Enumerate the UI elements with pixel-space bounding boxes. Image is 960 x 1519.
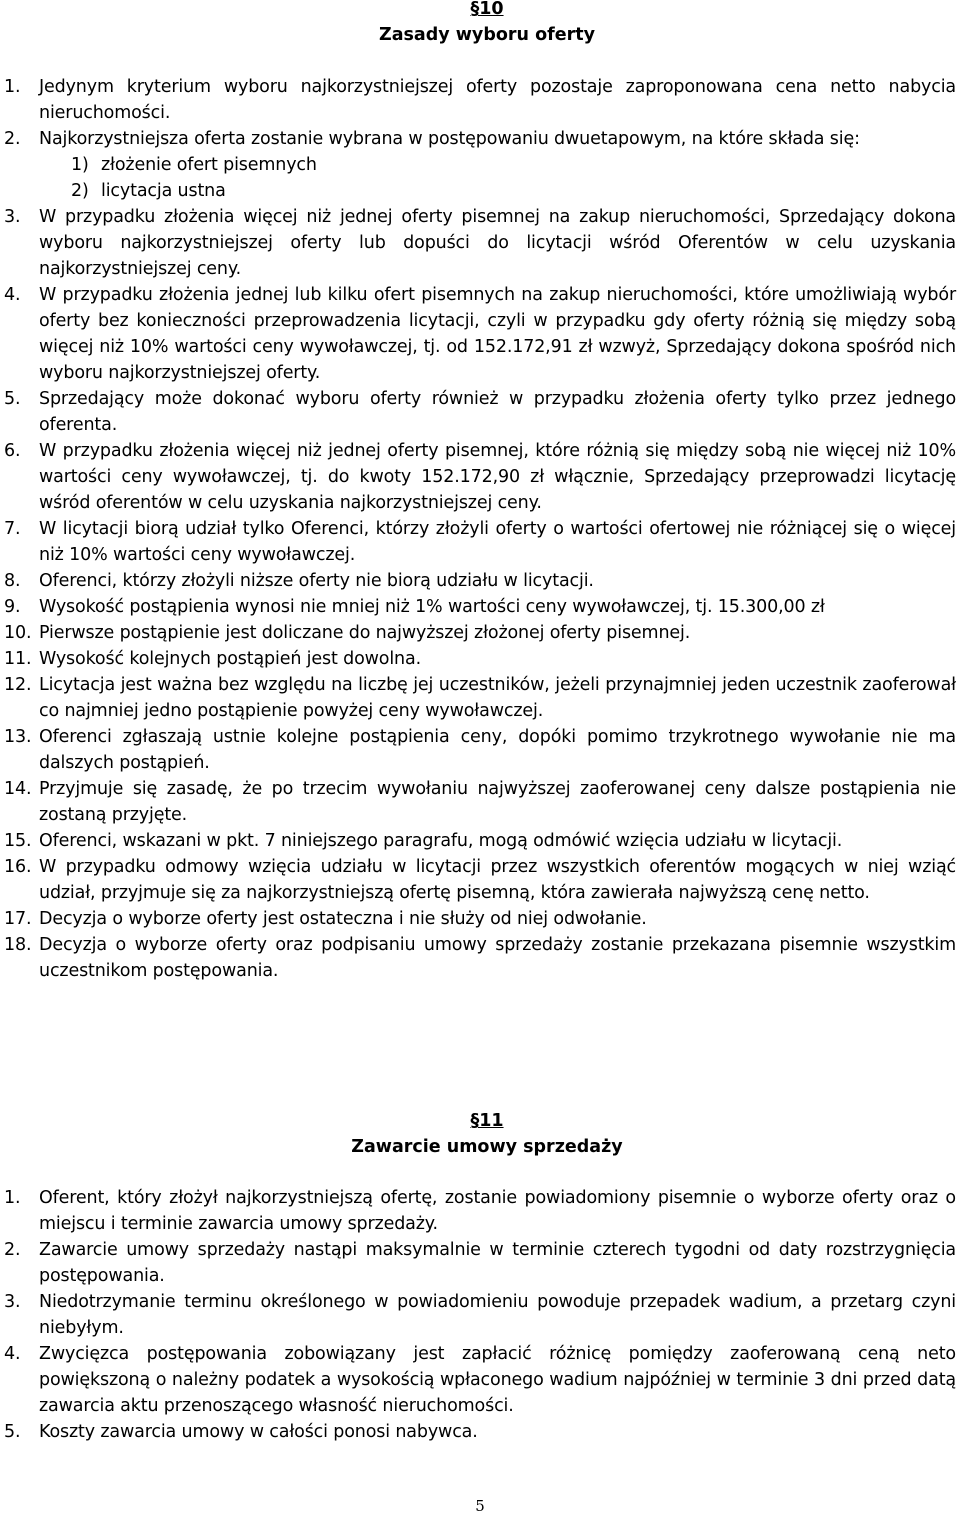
item-text: Najkorzystniejsza oferta zostanie wybrana w postępowaniu dwuetapowym, na które składa się: [39, 129, 860, 149]
item-text: W licytacji biorą udział tylko Oferenci, którzy złożyli oferty o wartości ofertowej nie różniącej się o więcej niż 10% wartości ceny wywoławczej. [39, 519, 956, 565]
section-10-item-1 [2, 74, 956, 126]
section-10-item-3 [2, 204, 956, 282]
item-number: 4. [4, 285, 21, 305]
item-text: Wysokość postąpienia wynosi nie mniej niż 1% wartości ceny wywoławczej, tj. 15.300,00 zł [39, 597, 825, 617]
section-11-item-4 [2, 1341, 956, 1419]
item-number: 18. [4, 935, 32, 955]
section-11-heading [14, 1108, 960, 1160]
section-10-item-4 [2, 282, 956, 386]
section-11-number: §11 [470, 1111, 504, 1131]
item-number: 7. [4, 519, 21, 539]
section-10-list [2, 74, 956, 984]
item-text: Zawarcie umowy sprzedaży nastąpi maksymalnie w terminie czterech tygodni od daty rozstrzygnięcia postępowania. [39, 1240, 956, 1286]
item-text: W przypadku odmowy wzięcia udziału w licytacji przez wszystkich oferentów mogących w niej wziąć udział, przyjmuje się za najkorzystniejszą ofertę pisemną, która zawierała najwyższą cenę netto. [39, 857, 956, 903]
item-number: 15. [4, 831, 32, 851]
item-number: 6. [4, 441, 21, 461]
item-number: 16. [4, 857, 32, 877]
section-10-item-6 [2, 438, 956, 516]
section-10-number: §10 [470, 0, 504, 19]
item-number: 13. [4, 727, 32, 747]
item-number: 5. [4, 1422, 21, 1442]
section-11-item-5 [2, 1419, 956, 1445]
item-number: 4. [4, 1344, 21, 1364]
page-number: 5 [475, 1497, 485, 1515]
item-number: 10. [4, 623, 32, 643]
section-10-item-2-sublist [39, 152, 956, 204]
section-10-item-14 [2, 776, 956, 828]
section-10-item-7 [2, 516, 956, 568]
section-10-item-17 [2, 906, 956, 932]
sublist-item [71, 178, 956, 204]
subitem-text: złożenie ofert pisemnych [101, 155, 317, 175]
item-text: Jedynym kryterium wyboru najkorzystniejszej oferty pozostaje zaproponowana cena netto nabycia nieruchomości. [39, 77, 956, 123]
item-text: Pierwsze postąpienie jest doliczane do najwyższej złożonej oferty pisemnej. [39, 623, 691, 643]
item-number: 1. [4, 1188, 21, 1208]
item-number: 8. [4, 571, 21, 591]
section-10-heading [14, 0, 960, 48]
item-text: Oferenci, wskazani w pkt. 7 niniejszego paragrafu, mogą odmówić wzięcia udziału w licytacji. [39, 831, 843, 851]
section-10-item-12 [2, 672, 956, 724]
item-number: 11. [4, 649, 32, 669]
item-text: Sprzedający może dokonać wyboru oferty również w przypadku złożenia oferty tylko przez jednego oferenta. [39, 389, 956, 435]
subitem-text: licytacja ustna [101, 181, 226, 201]
subitem-number: 1) [71, 155, 89, 175]
item-number: 14. [4, 779, 32, 799]
item-text: Licytacja jest ważna bez względu na liczbę jej uczestników, jeżeli przynajmniej jeden uczestnik zaoferował co najmniej jedno postąpienie powyżej ceny wywoławczej. [39, 675, 956, 721]
item-text: Wysokość kolejnych postąpień jest dowolna. [39, 649, 421, 669]
section-10-item-8 [2, 568, 956, 594]
item-text: W przypadku złożenia jednej lub kilku ofert pisemnych na zakup nieruchomości, które umożliwiają wybór oferty bez konieczności przeprowadzenia licytacji, czyli w przypadku gdy oferty różnią się między sobą więcej niż 10% wartości ceny wywoławczej, tj. od 152.172,91 zł wzwyż, Sprzedający dokona spośród nich wyboru najkorzystniejszej oferty. [39, 285, 956, 383]
item-number: 2. [4, 129, 21, 149]
item-text: Przyjmuje się zasadę, że po trzecim wywołaniu najwyższej zaoferowanej ceny dalsze postąpienia nie zostaną przyjęte. [39, 779, 956, 825]
section-11-item-2 [2, 1237, 956, 1289]
section-11-title: Zawarcie umowy sprzedaży [351, 1137, 623, 1157]
item-number: 3. [4, 1292, 21, 1312]
item-text: W przypadku złożenia więcej niż jednej oferty pisemnej na zakup nieruchomości, Sprzedający dokona wyboru najkorzystniejszej oferty lub dopuści do licytacji wśród Oferentów w celu uzyskania najkorzystniejszej ceny. [39, 207, 956, 279]
item-number: 1. [4, 77, 21, 97]
section-10-item-5 [2, 386, 956, 438]
section-11-list [2, 1185, 956, 1445]
item-text: W przypadku złożenia więcej niż jednej oferty pisemnej, które różnią się między sobą nie więcej niż 10% wartości ceny wywoławczej, tj. do kwoty 152.172,90 zł włącznie, Sprzedający przeprowadzi licytację wśród oferentów w celu uzyskania najkorzystniejszej ceny. [39, 441, 956, 513]
item-number: 9. [4, 597, 21, 617]
section-10-item-10 [2, 620, 956, 646]
item-text: Koszty zawarcia umowy w całości ponosi nabywca. [39, 1422, 478, 1442]
item-text: Oferenci zgłaszają ustnie kolejne postąpienia ceny, dopóki pomimo trzykrotnego wywołanie nie ma dalszych postąpień. [39, 727, 956, 773]
item-number: 5. [4, 389, 21, 409]
section-10-item-15 [2, 828, 956, 854]
sublist-item [71, 152, 956, 178]
item-number: 17. [4, 909, 32, 929]
item-text: Decyzja o wyborze oferty jest ostateczna i nie służy od niej odwołanie. [39, 909, 647, 929]
section-10-item-9 [2, 594, 956, 620]
item-text: Zwycięzca postępowania zobowiązany jest zapłacić różnicę pomiędzy zaoferowaną ceną neto powiększoną o należny podatek a wysokością wpłaconego wadium najpóźniej w terminie 3 dni przed datą zawarcia aktu przenoszącego własność nieruchomości. [39, 1344, 956, 1416]
section-11-item-3 [2, 1289, 956, 1341]
section-10-item-2 [2, 126, 956, 204]
subitem-number: 2) [71, 181, 89, 201]
item-text: Niedotrzymanie terminu określonego w powiadomieniu powoduje przepadek wadium, a przetarg czyni niebyłym. [39, 1292, 956, 1338]
section-10-item-11 [2, 646, 956, 672]
section-10-title: Zasady wyboru oferty [379, 25, 595, 45]
item-number: 2. [4, 1240, 21, 1260]
section-10-item-13 [2, 724, 956, 776]
section-10-item-16 [2, 854, 956, 906]
item-text: Oferent, który złożył najkorzystniejszą ofertę, zostanie powiadomiony pisemnie o wyborze oferty oraz o miejscu i terminie zawarcia umowy sprzedaży. [39, 1188, 956, 1234]
section-11-item-1 [2, 1185, 956, 1237]
section-10-item-18 [2, 932, 956, 984]
item-number: 12. [4, 675, 32, 695]
item-text: Oferenci, którzy złożyli niższe oferty nie biorą udziału w licytacji. [39, 571, 594, 591]
item-number: 3. [4, 207, 21, 227]
item-text: Decyzja o wyborze oferty oraz podpisaniu umowy sprzedaży zostanie przekazana pisemnie wszystkim uczestnikom postępowania. [39, 935, 956, 981]
